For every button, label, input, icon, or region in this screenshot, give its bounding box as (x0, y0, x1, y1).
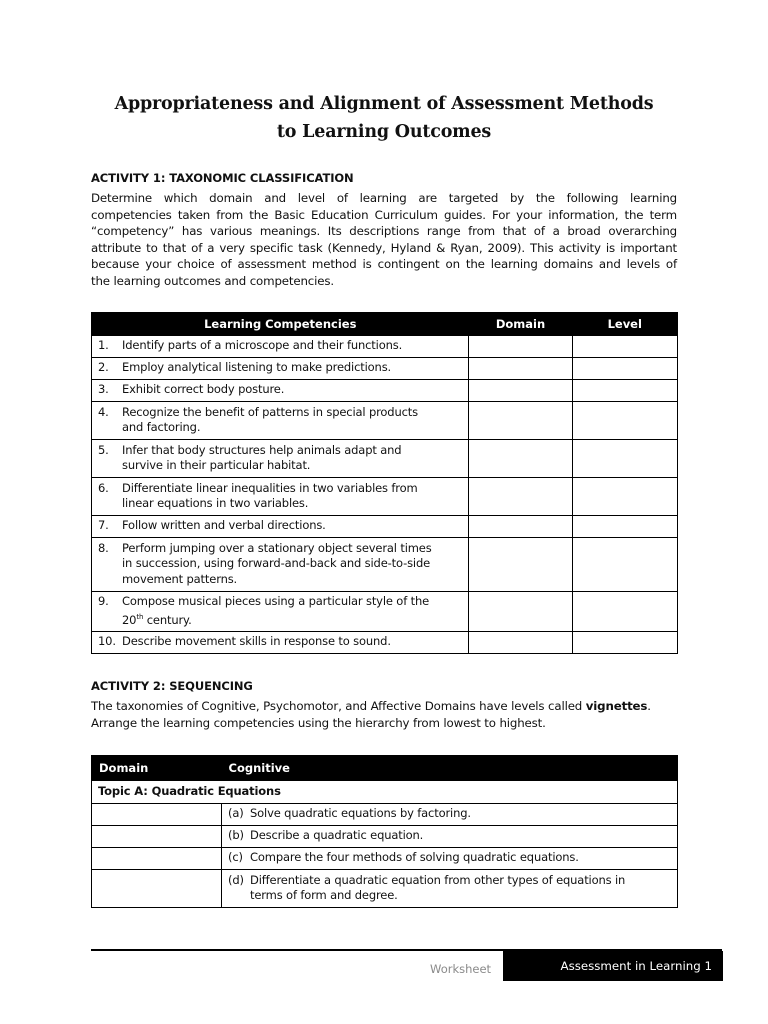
header-cognitive: Cognitive (222, 756, 678, 781)
domain-answer-cell[interactable] (469, 380, 573, 402)
competency-text (122, 634, 464, 650)
item-text (250, 806, 673, 822)
sequence-answer-cell[interactable] (92, 826, 222, 848)
domain-answer-cell[interactable] (469, 538, 573, 592)
header-learning-competencies: Learning Competencies (92, 313, 469, 336)
level-answer-cell[interactable] (573, 358, 678, 380)
activity2-text: The taxonomies of Cognitive, Psychomotor, and Affective Domains have levels called (91, 699, 586, 713)
competency-row (92, 380, 678, 402)
footer-course-label (503, 951, 723, 981)
competency-text-line: Infer that body structures help animals adapt and (122, 442, 402, 457)
competency-text-line: Compose musical pieces using a particular style of the (122, 594, 430, 608)
item-text-line: Describe a quadratic equation. (250, 828, 424, 843)
level-answer-cell[interactable] (573, 538, 678, 592)
activity1-paragraph-line: Determine which domain and level of learning are targeted by the following learning (91, 191, 677, 205)
item-text (250, 873, 673, 904)
title-line-1: Appropriateness and Alignment of Assessment Methods (114, 94, 654, 114)
header-level: Level (573, 313, 678, 336)
activity1-paragraph-line: “competency” has various meanings. Its descriptions range from that of a broad overarching (91, 224, 677, 238)
activity2-heading: ACTIVITY 2: SEQUENCING (91, 679, 253, 693)
competency-text-line: movement patterns. (122, 571, 238, 586)
competency-text-line: Recognize the benefit of patterns in special products (122, 404, 418, 419)
competency-text-line: Follow written and verbal directions. (122, 518, 326, 533)
sequencing-item-cell (222, 870, 678, 908)
level-answer-cell[interactable] (573, 336, 678, 358)
competency-row (92, 516, 678, 538)
competency-text-line: in succession, using forward-and-back and side-to-side (122, 556, 431, 571)
competency-row (92, 358, 678, 380)
competency-text (122, 594, 464, 628)
competency-text-line: survive in their particular habitat. (122, 458, 311, 472)
competency-text-line: Identify parts of a microscope and their functions. (122, 338, 403, 353)
competency-text (122, 360, 464, 376)
competency-number: 2. (98, 360, 109, 375)
item-label: (a) (228, 806, 244, 821)
sequencing-item-cell (222, 804, 678, 826)
footer-course-text: Assessment in Learning 1 (560, 959, 712, 973)
item-label: (c) (228, 850, 243, 865)
competency-row (92, 631, 678, 653)
competency-cell (92, 440, 469, 478)
competency-row (92, 592, 678, 632)
competency-cell (92, 631, 469, 653)
competency-number: 1. (98, 338, 109, 353)
competencies-table (91, 312, 678, 654)
level-answer-cell[interactable] (573, 478, 678, 516)
activity1-paragraph-line: the learning outcomes and competencies. (91, 273, 334, 288)
activity1-paragraph (91, 190, 677, 289)
vignettes-term: vignettes (585, 699, 648, 713)
topic-label: Topic A: Quadratic Equations (92, 781, 678, 804)
sequence-answer-cell[interactable] (92, 848, 222, 870)
competency-text-line: Exhibit correct body posture. (122, 382, 285, 397)
competency-number: 7. (98, 518, 109, 533)
title-line-2: to Learning Outcomes (276, 122, 492, 142)
activity1-paragraph-line: competencies taken from the Basic Education Curriculum guides. For your information, the term (91, 207, 677, 222)
topic-row (92, 781, 678, 804)
competency-row (92, 402, 678, 440)
competency-text-line: Describe movement skills in response to sound. (122, 634, 391, 649)
competency-text-line: Perform jumping over a stationary object several times (122, 540, 432, 555)
level-answer-cell[interactable] (573, 440, 678, 478)
item-text-line: Differentiate a quadratic equation from other types of equations in (250, 872, 626, 887)
level-answer-cell[interactable] (573, 592, 678, 632)
competency-text (122, 518, 464, 534)
domain-answer-cell[interactable] (469, 402, 573, 440)
activity1-heading: ACTIVITY 1: TAXONOMIC CLASSIFICATION (91, 171, 354, 185)
sequencing-row (92, 826, 678, 848)
competency-cell (92, 516, 469, 538)
item-label: (b) (228, 828, 244, 843)
competency-text-line: Differentiate linear inequalities in two variables from (122, 480, 418, 495)
header-domain: Domain (469, 313, 573, 336)
document-title (60, 90, 708, 146)
activity2-paragraph-line-1 (91, 699, 651, 713)
competency-cell (92, 402, 469, 440)
competency-row (92, 336, 678, 358)
competency-text (122, 481, 464, 512)
activity1-paragraph-line: because your choice of assessment method is contingent on the learning domains and levels of (91, 257, 677, 271)
item-text (250, 828, 673, 844)
item-text-line: terms of form and degree. (250, 888, 398, 902)
competency-text-line: linear equations in two variables. (122, 496, 309, 510)
item-text-line: Solve quadratic equations by factoring. (250, 806, 471, 821)
item-label: (d) (228, 872, 244, 887)
sequence-answer-cell[interactable] (92, 870, 222, 908)
sequencing-table (91, 755, 678, 908)
competency-text (122, 443, 464, 474)
competencies-table-header (92, 313, 678, 336)
domain-answer-cell[interactable] (469, 516, 573, 538)
competency-cell (92, 478, 469, 516)
level-answer-cell[interactable] (573, 631, 678, 653)
level-answer-cell[interactable] (573, 380, 678, 402)
competency-text-line: and factoring. (122, 420, 201, 434)
competency-number: 9. (98, 594, 109, 608)
competency-cell (92, 538, 469, 592)
domain-answer-cell[interactable] (469, 631, 573, 653)
competency-number: 5. (98, 442, 109, 457)
activity1-paragraph-line: attribute to that of a very specific task (Kennedy, Hyland & Ryan, 2009). This activity is important (91, 240, 677, 255)
domain-answer-cell[interactable] (469, 440, 573, 478)
competency-cell (92, 358, 469, 380)
activity2-paragraph (91, 698, 677, 731)
competency-text (122, 405, 464, 436)
competency-cell (92, 592, 469, 632)
activity2-text-end: . (647, 699, 651, 713)
sequencing-item-cell (222, 826, 678, 848)
domain-answer-cell[interactable] (469, 478, 573, 516)
competency-cell (92, 336, 469, 358)
competency-text (122, 541, 464, 588)
sequencing-table-header (92, 756, 678, 781)
level-answer-cell[interactable] (573, 402, 678, 440)
domain-answer-cell[interactable] (469, 336, 573, 358)
competency-text-line: Employ analytical listening to make predictions. (122, 360, 392, 375)
sequencing-row (92, 870, 678, 908)
sequence-answer-cell[interactable] (92, 804, 222, 826)
header-domain-label: Domain (92, 756, 222, 781)
competency-text-line: 20th century. (122, 612, 192, 627)
competency-number: 10. (98, 634, 116, 649)
footer-worksheet-label: Worksheet (430, 962, 492, 976)
item-text (250, 850, 673, 866)
competency-number: 4. (98, 404, 109, 419)
competency-row (92, 478, 678, 516)
item-text-line: Compare the four methods of solving quadratic equations. (250, 850, 579, 865)
sequencing-item-cell (222, 848, 678, 870)
competency-text (122, 338, 464, 354)
competency-text (122, 382, 464, 398)
competency-cell (92, 380, 469, 402)
competency-number: 3. (98, 382, 109, 397)
competency-number: 8. (98, 540, 109, 555)
sequencing-row (92, 804, 678, 826)
domain-answer-cell[interactable] (469, 592, 573, 632)
competency-row (92, 440, 678, 478)
sequencing-row (92, 848, 678, 870)
level-answer-cell[interactable] (573, 516, 678, 538)
activity2-paragraph-line-2: Arrange the learning competencies using the hierarchy from lowest to highest. (91, 715, 546, 730)
competency-number: 6. (98, 480, 109, 495)
competency-row (92, 538, 678, 592)
domain-answer-cell[interactable] (469, 358, 573, 380)
